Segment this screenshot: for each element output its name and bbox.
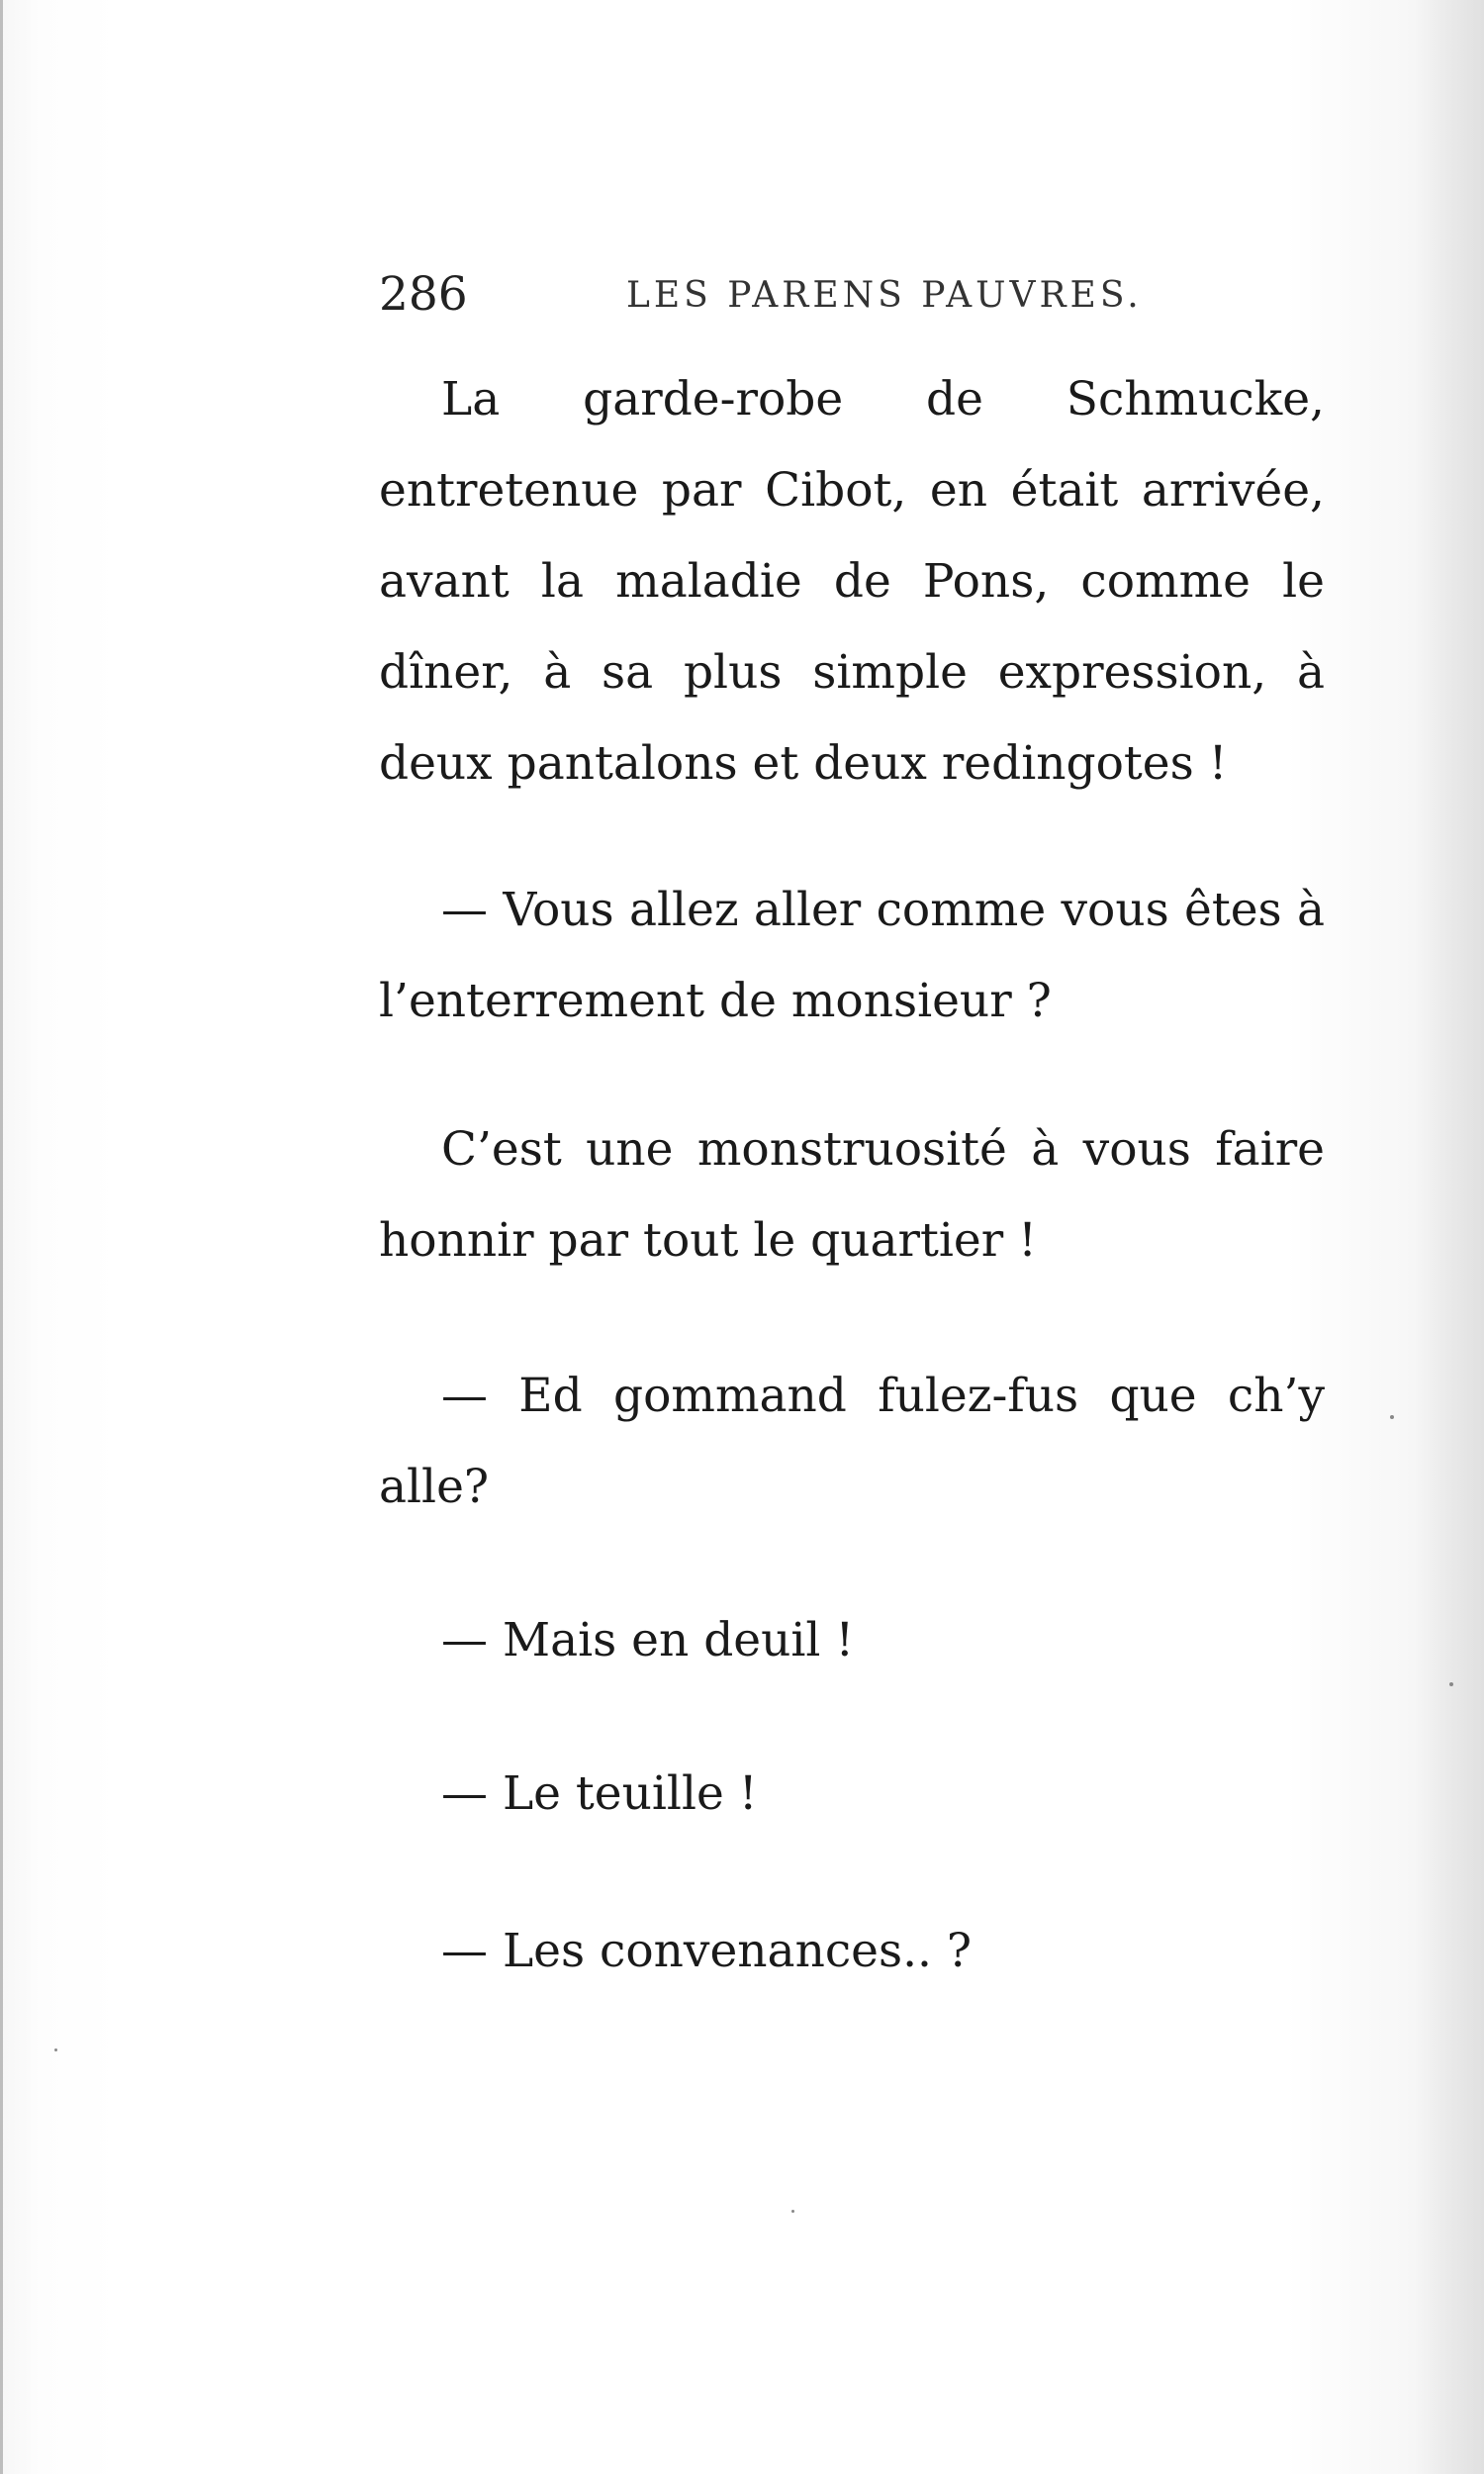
paragraph-text: — Le teuille ! xyxy=(441,1766,758,1821)
paper-speckle xyxy=(54,2048,57,2051)
page-left-edge xyxy=(0,0,3,2474)
paragraph-monstruosite xyxy=(379,1104,1325,1286)
paragraph-text: — Les convenances.. ? xyxy=(441,1924,973,1978)
paragraph-text: — Mais en deuil ! xyxy=(441,1613,855,1667)
running-title: LES PARENS PAUVRES. xyxy=(626,275,1143,316)
paragraph-text: La garde-robe de Schmucke, entretenue par Cibot, en était arrivée, avant la maladie de Pons, comme le dîner, à sa plus simple expression, à deux pantalons et deux redingotes ! xyxy=(379,372,1325,791)
paragraph-mais-en-deuil xyxy=(379,1595,1325,1686)
page-number: 286 xyxy=(379,267,468,322)
page-header xyxy=(379,265,1329,325)
paragraph-text: — Ed gommand fulez-fus que ch’y alle? xyxy=(379,1369,1325,1514)
page-right-shadow xyxy=(1415,0,1484,2474)
paragraph-text: — Vous allez aller comme vous êtes à l’enterrement de monsieur ? xyxy=(379,883,1325,1028)
paragraph-le-teuille xyxy=(379,1749,1325,1840)
paragraph-convenances xyxy=(379,1906,1325,1997)
paragraph-enterrement xyxy=(379,865,1325,1047)
paragraph-garde-robe xyxy=(379,354,1325,809)
paragraph-text: C’est une monstruosité à vous faire honnir par tout le quartier ! xyxy=(379,1122,1325,1268)
paper-speckle xyxy=(1390,1415,1394,1419)
paragraph-ed-gommand xyxy=(379,1351,1325,1533)
paper-speckle xyxy=(791,2210,794,2213)
paper-speckle xyxy=(1449,1682,1453,1686)
